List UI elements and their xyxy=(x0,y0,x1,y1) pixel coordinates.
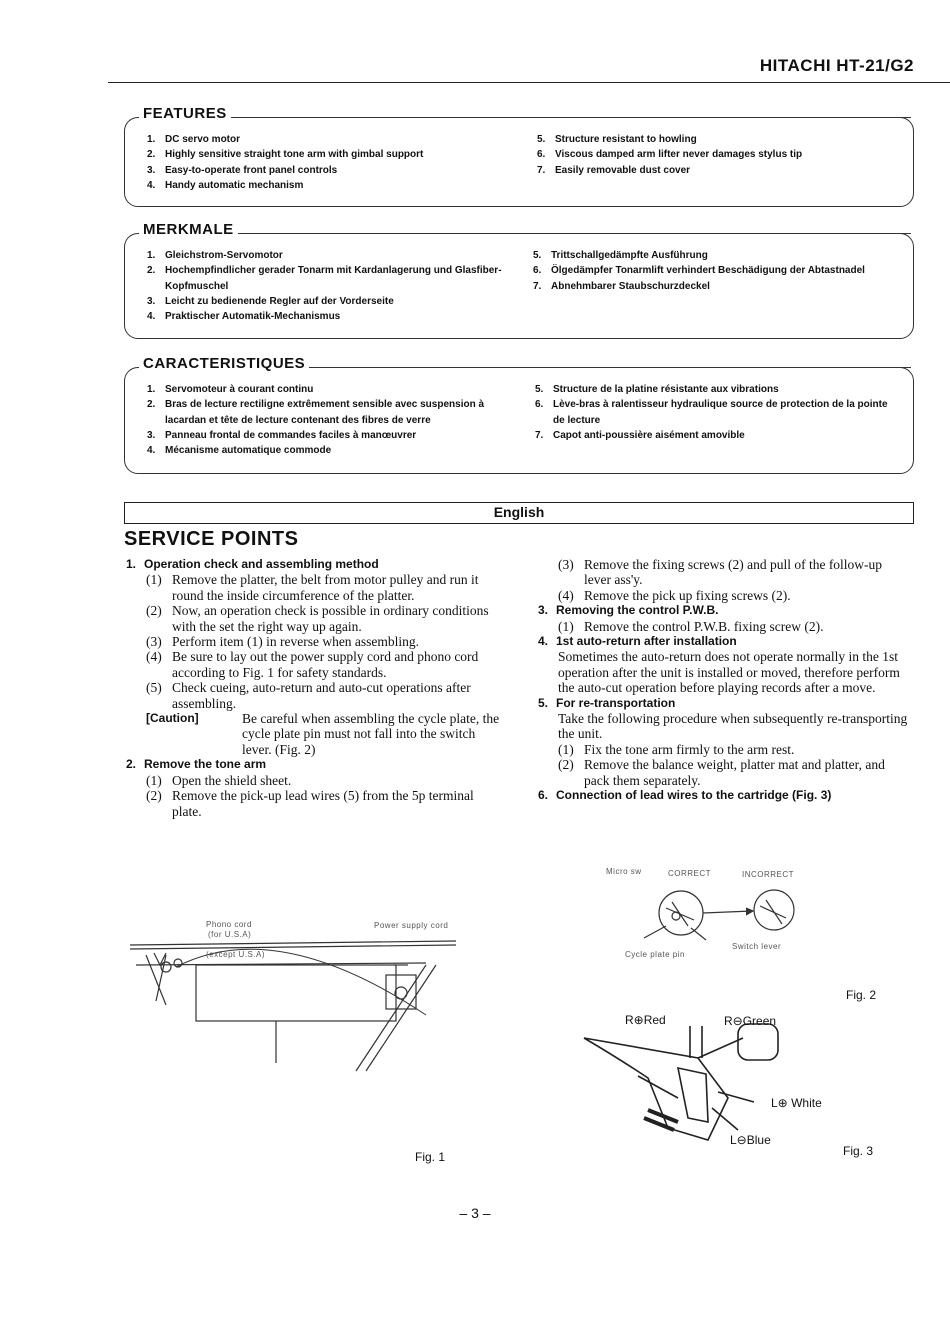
paragraph: Take the following procedure when subsequently re-transporting the unit. xyxy=(558,711,908,742)
list-item: (5) Check cueing, auto-return and auto-cut operations after assembling. xyxy=(146,680,471,711)
service-points-title: SERVICE POINTS xyxy=(124,528,299,550)
caracteristiques-title: CARACTERISTIQUES xyxy=(139,355,309,372)
section-heading: 2. Remove the tone arm xyxy=(126,757,267,772)
list-item: 1. DC servo motor xyxy=(147,134,241,145)
section-heading: 3. Removing the control P.W.B. xyxy=(538,603,719,618)
language-label: English xyxy=(493,504,545,520)
list-item: 5. Structure de la platine résistante aux vibrations xyxy=(535,384,779,395)
list-item: 1. Gleichstrom-Servomotor xyxy=(147,250,283,261)
caracteristiques-box xyxy=(124,355,914,474)
merkmale-title: MERKMALE xyxy=(139,221,238,238)
fig3-r-red-label: R⊕Red xyxy=(625,1013,666,1027)
service-left-column xyxy=(126,557,500,819)
fig1-except-usa-label: (except U.S.A) xyxy=(206,950,266,959)
list-item: 1. Servomoteur à courant continu xyxy=(147,384,314,395)
features-left-list xyxy=(147,132,507,193)
features-right-list xyxy=(537,132,897,178)
list-item: 2. Hochempfindlicher gerader Tonarm mit Kardanlagerung und Glasfiber-Kopfmuschel xyxy=(147,265,502,292)
fig3-l-white-label: L⊕ White xyxy=(771,1096,822,1110)
list-item: 4. Handy automatic mechanism xyxy=(147,179,304,191)
list-item: (1) Remove the platter, the belt from motor pulley and run it round the inside circumference of the platter. xyxy=(146,572,479,603)
list-item: 4. Mécanisme automatique commode xyxy=(147,445,332,457)
fig3-drawing xyxy=(578,1018,818,1148)
list-item: (4) Be sure to lay out the power supply cord and phono cord according to Fig. 1 for safety standards. xyxy=(146,649,479,680)
caracteristiques-right-list xyxy=(535,382,895,443)
caracteristiques-left-list xyxy=(147,382,507,458)
list-item: 5. Trittschallgedämpfte Ausführung xyxy=(533,250,708,261)
list-item: 5. Structure resistant to howling xyxy=(537,134,697,145)
list-item: (4) Remove the pick up fixing screws (2). xyxy=(558,587,791,603)
merkmale-left-list xyxy=(147,248,507,324)
fig2-incorrect-label: INCORRECT xyxy=(742,870,795,879)
fig1-label: Fig. 1 xyxy=(415,1150,446,1164)
list-item: (2) Remove the pick-up lead wires (5) from the 5p terminal plate. xyxy=(146,788,474,819)
fig3-r-green-label: R⊖Green xyxy=(724,1014,777,1028)
caution-note: [Caution] Be careful when assembling the cycle plate, the cycle plate pin must not fall into the switch lever. (Fig. 2) xyxy=(146,711,500,757)
section-heading: 4. 1st auto-return after installation xyxy=(538,634,737,649)
fig2-micro-sw-label: Micro sw xyxy=(606,867,642,876)
list-item: 4. Praktischer Automatik-Mechanismus xyxy=(147,311,341,323)
fig3-l-blue-label: L⊖Blue xyxy=(730,1133,771,1147)
fig1-power-cord-label: Power supply cord xyxy=(374,921,449,930)
paragraph: Sometimes the auto-return does not operate normally in the 1st operation after the unit is installed or moved, therefore perform the auto-cut operation before playing records after a move. xyxy=(558,649,900,696)
fig2-drawing xyxy=(636,878,806,948)
list-item: 7. Abnehmbarer Staubschurzdeckel xyxy=(533,280,710,292)
fig1-for-usa-label: (for U.S.A) xyxy=(208,930,252,939)
fig2-switch-lever-label: Switch lever xyxy=(732,942,782,951)
fig2-label: Fig. 2 xyxy=(846,988,877,1002)
fig2-cycle-pin-label: Cycle plate pin xyxy=(625,950,685,959)
fig2-correct-label: CORRECT xyxy=(668,869,712,878)
service-right-column xyxy=(538,557,912,804)
list-item: 3. Easy-to-operate front panel controls xyxy=(147,164,338,176)
list-item: (3) Remove the fixing screws (2) and pull of the follow-up lever ass'y. xyxy=(558,557,883,588)
list-item: 6. Ölgedämpfer Tonarmlift verhindert Beschädigung der Abtastnadel xyxy=(533,265,865,277)
list-item: 3. Leicht zu bedienende Regler auf der Vorderseite xyxy=(147,295,394,307)
page-number: – 3 – xyxy=(459,1205,491,1221)
list-item: (2) Now, an operation check is possible in ordinary conditions with the set the right way up again. xyxy=(146,603,489,634)
list-item: (1) Open the shield sheet. xyxy=(146,772,292,788)
list-item: 6. Viscous damped arm lifter never damages stylus tip xyxy=(537,149,803,161)
fig1-phono-cord-label: Phono cord xyxy=(206,920,252,929)
fig1-drawing xyxy=(126,905,466,1075)
list-item: (2) Remove the balance weight, platter mat and platter, and pack them separately. xyxy=(558,757,885,788)
merkmale-box xyxy=(124,221,914,339)
list-item: 2. Highly sensitive straight tone arm with gimbal support xyxy=(147,149,424,161)
list-item: 7. Capot anti-poussière aisément amovible xyxy=(535,429,745,441)
fig3-label: Fig. 3 xyxy=(843,1144,874,1158)
language-bar xyxy=(124,502,914,524)
section-heading: 5. For re-transportation xyxy=(538,695,676,710)
list-item: (1) Fix the tone arm firmly to the arm rest. xyxy=(558,741,795,757)
list-item: 7. Easily removable dust cover xyxy=(537,164,691,176)
section-heading: 6. Connection of lead wires to the cartridge (Fig. 3) xyxy=(538,788,832,803)
section-heading: 1. Operation check and assembling method xyxy=(126,557,379,571)
list-item: (3) Perform item (1) in reverse when assembling. xyxy=(146,634,420,650)
list-item: (1) Remove the control P.W.B. fixing screw (2). xyxy=(558,618,824,634)
features-title: FEATURES xyxy=(139,105,231,122)
features-box xyxy=(124,105,914,207)
list-item: 6. Lève-bras à ralentisseur hydraulique source de protection de la pointe de lecture xyxy=(535,399,888,426)
merkmale-right-list xyxy=(533,248,878,294)
list-item: 3. Panneau frontal de commandes faciles à manœuvrer xyxy=(147,429,417,441)
page-header-title: HITACHI HT-21/G2 xyxy=(759,56,914,75)
header-rule xyxy=(108,82,950,83)
list-item: 2. Bras de lecture rectiligne extrêmement sensible avec suspension à lacardan et tête de lecture contenant des fibres de verre xyxy=(147,399,485,426)
